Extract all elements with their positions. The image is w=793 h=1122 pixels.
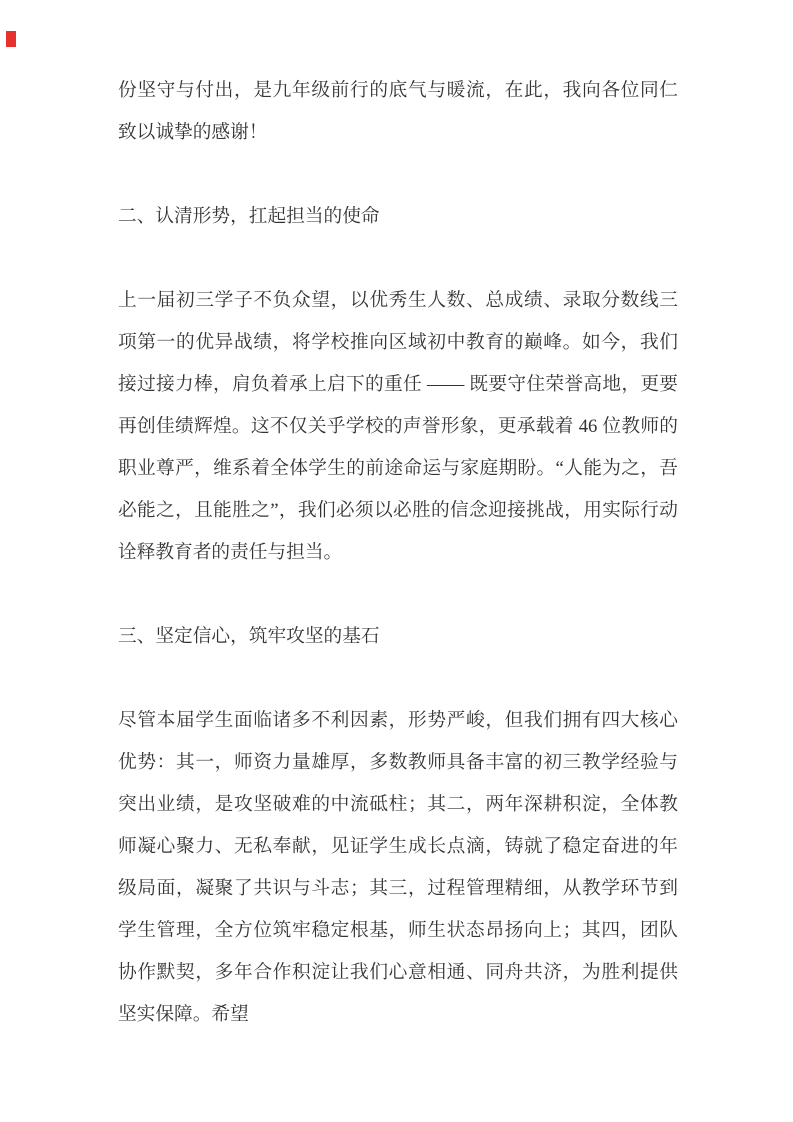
- red-marker: [6, 31, 16, 47]
- document-page: [118, 0, 678, 1078]
- section-heading: 三、坚定信心，筑牢攻坚的基石: [118, 626, 380, 647]
- section-heading: 二、认清形势，扛起担当的使命: [118, 206, 380, 227]
- body-paragraph: 尽管本届学生面临诸多不利因素，形势严峻，但我们拥有四大核心优势：其一，师资力量雄厚，多数教师具备丰富的初三教学经验与突出业绩，是攻坚破难的中流砥柱；其二，两年深耕积淀，全体教师凝心聚力、无私奉献，见证学生成长点滴，铸就了稳定奋进的年级局面，凝聚了共识与斗志；其三，过程管理精细，从教学环节到学生管理，全方位筑牢稳定根基，师生状态昂扬向上；其四，团队协作默契，多年合作积淀让我们心意相通、同舟共济，为胜利提供坚实保障。希望: [118, 710, 678, 1025]
- body-paragraph: 份坚守与付出，是九年级前行的底气与暖流，在此，我向各位同仁致以诚挚的感谢！: [118, 80, 678, 143]
- body-paragraph: 上一届初三学子不负众望，以优秀生人数、总成绩、录取分数线三项第一的优异战绩，将学校推向区域初中教育的巅峰。如今，我们接过接力棒，肩负着承上启下的重任 —— 既要守住荣誉高地，更要再创佳绩辉煌。这不仅关乎学校的声誉形象，更承载着 46 位教师的职业尊严，维系着全体学生的前途命运与家庭期盼。“人能为之，吾必能之，且能胜之”，我们必须以必胜的信念迎接挑战，用实际行动诠释教育者的责任与担当。: [118, 290, 678, 563]
